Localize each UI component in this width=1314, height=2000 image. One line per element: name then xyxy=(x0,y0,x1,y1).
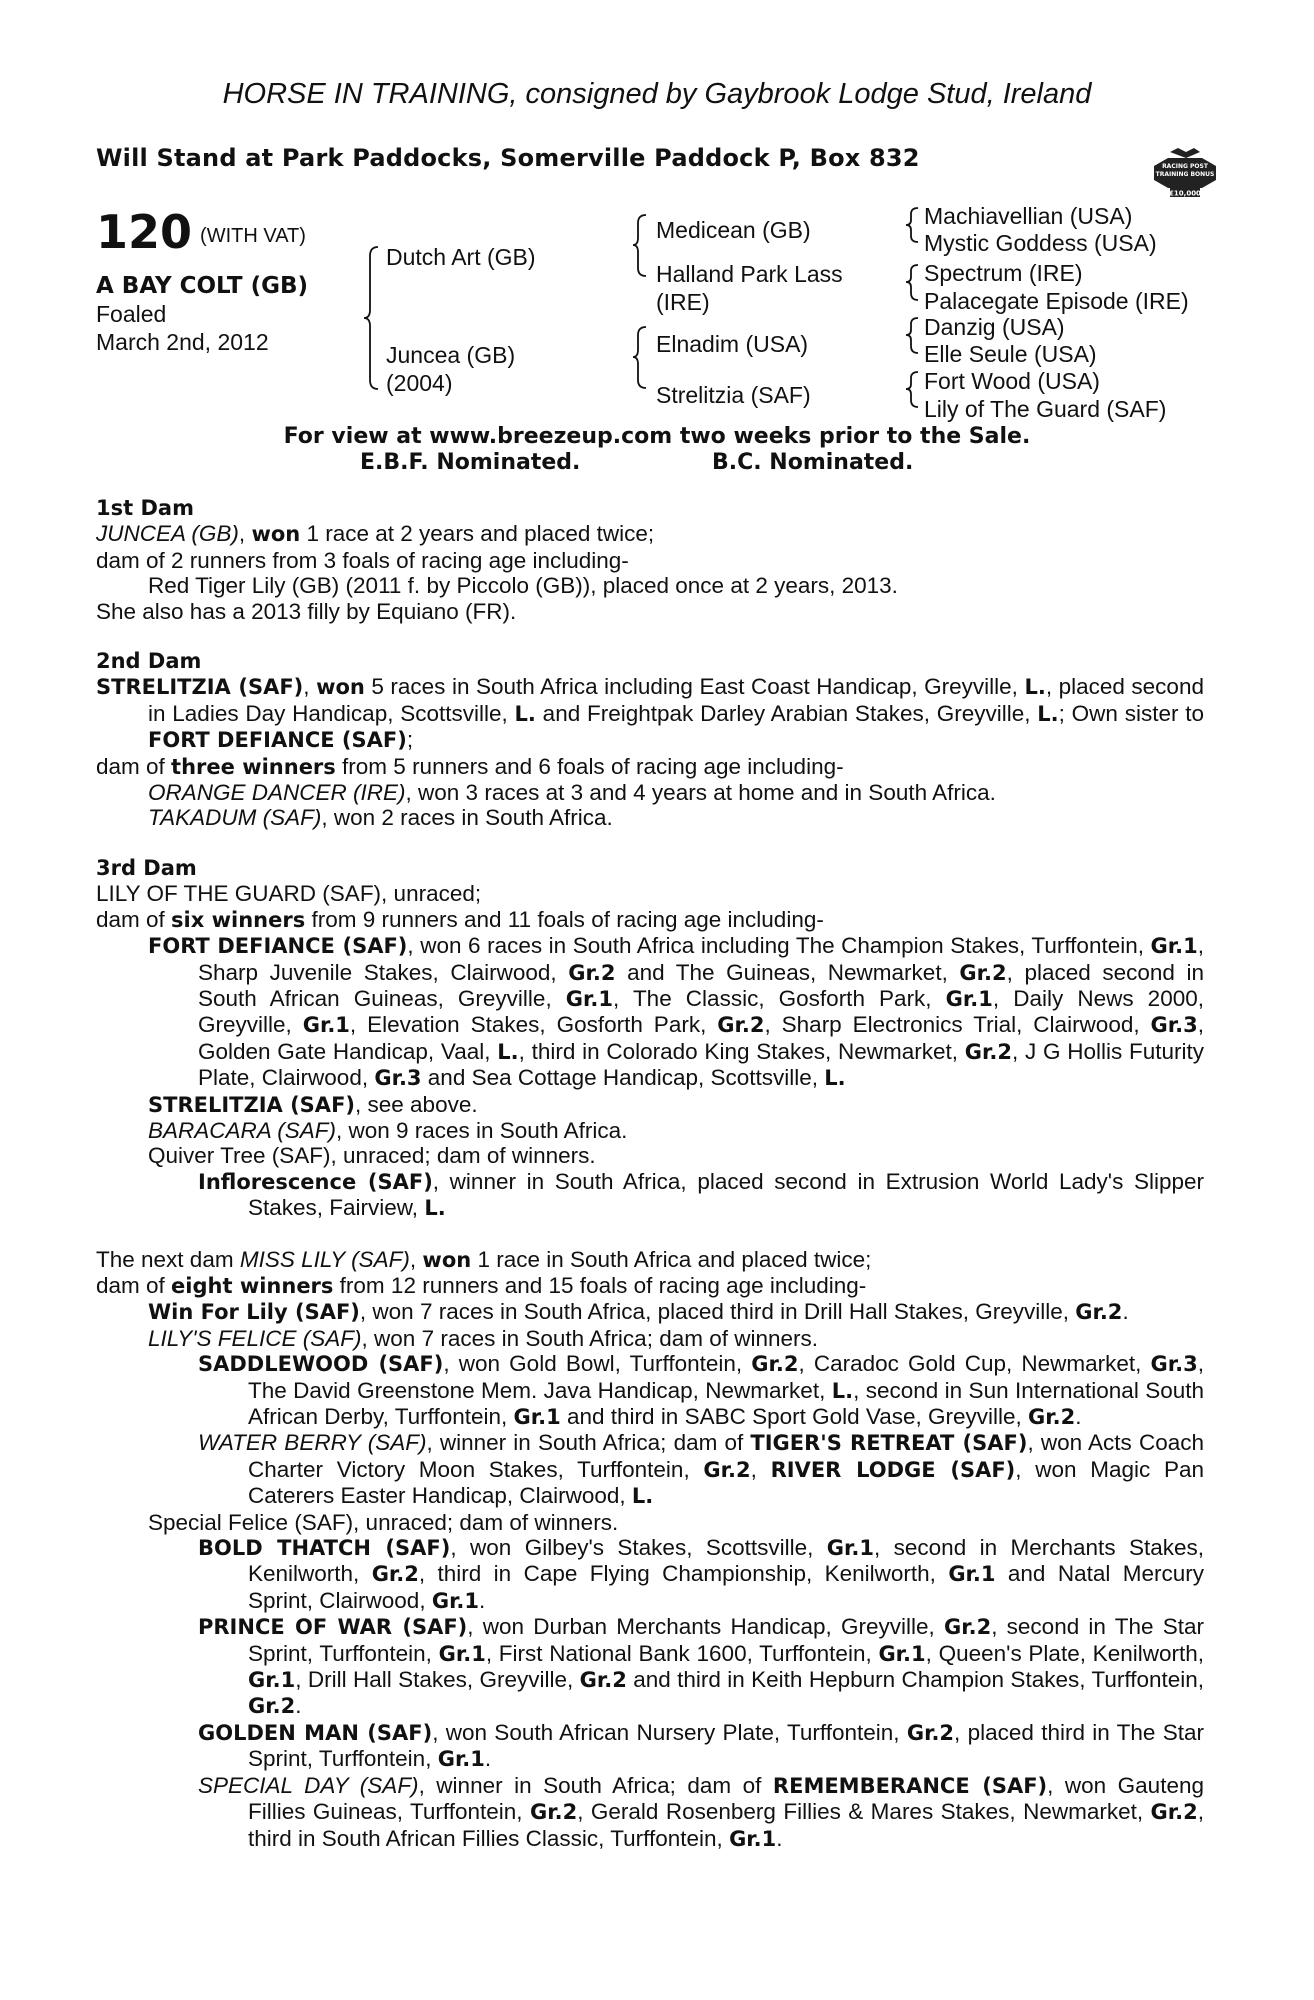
text: , winner in South Africa; dam of xyxy=(426,1430,751,1456)
text: , won Gilbey's Stakes, Scottsville, xyxy=(450,1535,827,1561)
sire-dam-line2: (IRE) xyxy=(656,289,710,315)
horse-name: FORT DEFIANCE (SAF) xyxy=(148,728,407,753)
text: , second in Sun International South African Derby, Turffontein, xyxy=(248,1377,1205,1429)
third-dam-line: LILY OF THE GUARD (SAF), unraced; xyxy=(96,881,482,907)
page-title: HORSE IN TRAINING, consigned by Gaybrook Lodge Stud, Ireland xyxy=(222,78,1092,110)
grade-label: Gr.2 xyxy=(1150,1800,1198,1825)
text: , won 9 races in South Africa. xyxy=(335,1117,628,1143)
foaled-date: March 2nd, 2012 xyxy=(96,329,269,355)
text: , xyxy=(238,521,252,547)
grade-label: Gr.1 xyxy=(437,1747,485,1772)
text: . xyxy=(1122,1299,1129,1325)
third-dam-heading: 3rd Dam xyxy=(96,855,197,880)
horse-name: REMEMBERANCE (SAF) xyxy=(772,1773,1048,1798)
text: , J G Hollis Futurity Plate, Clairwood, xyxy=(198,1038,1204,1091)
grade-label: Gr.2 xyxy=(1075,1300,1123,1325)
text: , won Gold Bowl, Turffontein, xyxy=(443,1351,752,1377)
text: dam of xyxy=(96,906,172,932)
text: , winner in South Africa, placed second in Extrusion World Lady's Slipper Stakes, Fairview, xyxy=(248,1168,1204,1221)
grade-label: Gr.2 xyxy=(530,1800,578,1825)
dam-line2: (2004) xyxy=(386,370,453,396)
grade-label: Gr.1 xyxy=(248,1668,296,1693)
brace-ds xyxy=(906,318,918,353)
text: ; Own sister to xyxy=(1058,700,1204,726)
text: , xyxy=(409,1246,423,1272)
won-label: won xyxy=(316,675,365,700)
text: , won 2 races in South Africa. xyxy=(321,805,613,831)
dam-line1: Juncea (GB) xyxy=(386,342,516,368)
text: dam of xyxy=(96,1272,172,1298)
view-note: For view at www.breezeup.com two weeks prior to the Sale. xyxy=(283,424,1031,449)
text: and third in SABC Sport Gold Vase, Greyville, xyxy=(560,1404,1029,1429)
sire-dam-line1: Halland Park Lass xyxy=(656,261,843,287)
grade-label: Gr.1 xyxy=(513,1405,561,1429)
sire-sire: Medicean (GB) xyxy=(656,217,811,243)
ddd: Lily of The Guard (SAF) xyxy=(924,396,1167,422)
text: , winner in South Africa; dam of xyxy=(418,1772,773,1798)
text: , The Classic, Gosforth Park, xyxy=(613,985,946,1011)
grade-label: Gr.3 xyxy=(1150,1352,1198,1377)
winners-count: eight winners xyxy=(171,1273,334,1298)
next-dam-produce xyxy=(96,1273,1204,1299)
text: . xyxy=(1075,1404,1082,1429)
text: . xyxy=(479,1587,486,1613)
text: , First National Bank 1600, Turffontein, xyxy=(485,1640,879,1666)
text: , second in Merchants Stakes, Kenilworth, xyxy=(248,1535,1205,1587)
ssd: Mystic Goddess (USA) xyxy=(924,230,1157,256)
grade-label: Gr.2 xyxy=(703,1457,751,1482)
text: , won 7 races in South Africa; dam of winners. xyxy=(361,1325,819,1351)
text: , see above. xyxy=(355,1091,478,1117)
text: 1 race in South Africa and placed twice; xyxy=(471,1246,872,1272)
dss: Danzig (USA) xyxy=(924,314,1065,340)
horse-name: TAKADUM (SAF) xyxy=(148,805,322,831)
horse-name: FORT DEFIANCE (SAF) xyxy=(148,934,408,959)
dam-name: JUNCEA (GB) xyxy=(96,521,239,547)
horse-name: PRINCE OF WAR (SAF) xyxy=(198,1615,468,1640)
produce-entry xyxy=(96,1535,1204,1614)
brace-gen1 xyxy=(364,247,378,389)
text: , won 7 races in South Africa, placed third in Drill Hall Stakes, Greyville, xyxy=(359,1299,1076,1325)
text: and third in Keith Hepburn Champion Stakes, Turffontein, xyxy=(626,1667,1205,1693)
text: from 5 runners and 6 foals of racing age including- xyxy=(335,753,844,779)
text: . xyxy=(484,1746,492,1772)
text: from 9 runners and 11 foals of racing age including- xyxy=(305,906,824,932)
first-dam-heading: 1st Dam xyxy=(96,496,194,520)
first-dam-produce: dam of 2 runners from 3 foals of racing age including- xyxy=(96,547,629,573)
text: 1 race at 2 years and placed twice; xyxy=(300,521,655,547)
grade-label: Gr.2 xyxy=(371,1562,419,1587)
text: , Sharp Juvenile Stakes, Clairwood, xyxy=(198,933,1204,985)
produce-entry: Special Felice (SAF), unraced; dam of winners. xyxy=(148,1509,619,1535)
horse-name: SPECIAL DAY (SAF) xyxy=(198,1772,419,1798)
text: The next dam xyxy=(96,1246,240,1272)
listed-label: L. xyxy=(824,1066,846,1091)
text: , third in Cape Flying Championship, Kenilworth, xyxy=(418,1561,949,1587)
text: and Freightpak Darley Arabian Stakes, Greyville, xyxy=(535,700,1038,726)
grade-label: Gr.2 xyxy=(579,1668,627,1693)
text: ; xyxy=(406,727,414,753)
produce-entry xyxy=(96,805,1204,830)
badge-line1: RACING POST xyxy=(1162,163,1208,170)
horse-name: A BAY COLT (GB) xyxy=(96,273,309,299)
text: , Sharp Electronics Trial, Clairwood, xyxy=(764,1012,1151,1038)
brace-ss xyxy=(906,208,918,242)
produce-entry xyxy=(96,1773,1204,1852)
listed-label: L. xyxy=(1024,675,1046,700)
first-dam-line xyxy=(96,521,1204,547)
grade-label: Gr.1 xyxy=(729,1826,777,1851)
first-dam-foal: Red Tiger Lily (GB) (2011 f. by Piccolo (GB)), placed once at 2 years, 2013. xyxy=(148,573,898,599)
text: , Elevation Stakes, Gosforth Park, xyxy=(349,1012,718,1038)
dds: Fort Wood (USA) xyxy=(924,368,1100,394)
sds: Spectrum (IRE) xyxy=(924,260,1083,286)
text: 5 races in South Africa including East Coast Handicap, Greyville, xyxy=(364,674,1025,700)
text: , won 6 races in South Africa including The Champion Stakes, Turffontein, xyxy=(407,933,1151,959)
dsd: Elle Seule (USA) xyxy=(924,341,1097,367)
grade-label: Gr.3 xyxy=(1150,1013,1198,1038)
text: , won Magic Pan Caterers Easter Handicap, Clairwood, xyxy=(248,1456,1204,1509)
horse-name: STRELITZIA (SAF) xyxy=(96,675,304,700)
text: , placed second in Ladies Day Handicap, Scottsville, xyxy=(148,674,1204,726)
text: , Gerald Rosenberg Fillies & Mares Stakes, Newmarket, xyxy=(577,1799,1151,1825)
dam-sire: Elnadim (USA) xyxy=(656,331,809,357)
produce-entry xyxy=(96,780,1204,805)
second-dam-produce xyxy=(96,754,1204,780)
stand-location: Will Stand at Park Paddocks, Somerville Paddock P, Box 832 xyxy=(96,144,920,172)
produce-entry xyxy=(96,1614,1204,1720)
text: , placed third in The Star Sprint, Turffontein, xyxy=(248,1719,1204,1772)
winners-count: six winners xyxy=(171,907,306,932)
grade-label: Gr.2 xyxy=(1028,1405,1076,1429)
first-dam-note: She also has a 2013 filly by Equiano (FR). xyxy=(96,598,517,624)
text: dam of xyxy=(96,753,172,779)
horse-name: BOLD THATCH (SAF) xyxy=(198,1536,451,1561)
grade-label: Gr.1 xyxy=(878,1641,926,1666)
brace-sd xyxy=(906,265,918,300)
third-dam-produce xyxy=(96,907,1204,933)
grade-label: Gr.2 xyxy=(717,1013,765,1038)
produce-entry xyxy=(96,1351,1204,1430)
grade-label: Gr.2 xyxy=(568,960,616,985)
listed-label: L. xyxy=(631,1484,654,1509)
produce-entry xyxy=(96,1720,1204,1773)
produce-entry xyxy=(96,1430,1204,1509)
text: , second in The Star Sprint, Turffontein, xyxy=(248,1614,1204,1666)
text: , third in South African Fillies Classic, Turffontein, xyxy=(248,1799,1204,1851)
text: , won Gauteng Fillies Guineas, Turffontein, xyxy=(248,1772,1204,1825)
grade-label: Gr.1 xyxy=(565,986,613,1011)
lot-number: 120 xyxy=(96,205,193,259)
brace-dd xyxy=(906,372,918,407)
horse-name: TIGER'S RETREAT (SAF) xyxy=(750,1431,1028,1456)
sire: Dutch Art (GB) xyxy=(386,244,536,270)
grade-label: Gr.2 xyxy=(248,1694,296,1719)
horse-name: GOLDEN MAN (SAF) xyxy=(198,1720,433,1745)
badge-amount: £10,000 xyxy=(1169,189,1201,198)
grade-label: Gr.1 xyxy=(438,1641,486,1666)
grade-label: Gr.1 xyxy=(431,1588,480,1613)
produce-entry: Quiver Tree (SAF), unraced; dam of winners. xyxy=(148,1143,596,1169)
listed-label: L. xyxy=(831,1378,854,1403)
text: and Natal Mercury Sprint, Clairwood, xyxy=(248,1561,1204,1613)
produce-entry xyxy=(96,1326,1204,1351)
text: , third in Colorado King Stakes, Newmarket, xyxy=(518,1038,965,1064)
produce-entry xyxy=(96,933,1204,1091)
produce-entry xyxy=(96,1169,1204,1222)
next-dam-line xyxy=(96,1247,1204,1273)
grade-label: Gr.1 xyxy=(826,1536,874,1561)
sdd: Palacegate Episode (IRE) xyxy=(924,288,1189,314)
listed-label: L. xyxy=(1037,701,1059,726)
won-label: won xyxy=(422,1247,472,1272)
grade-label: Gr.1 xyxy=(1150,934,1198,959)
horse-name: LILY'S FELICE (SAF) xyxy=(148,1325,362,1351)
grade-label: Gr.2 xyxy=(751,1352,799,1377)
text: and The Guineas, Newmarket, xyxy=(615,959,960,985)
horse-name: Win For Lily (SAF) xyxy=(148,1300,360,1325)
horse-name: STRELITZIA (SAF) xyxy=(148,1092,356,1117)
text: from 12 runners and 15 foals of racing age including- xyxy=(333,1272,867,1298)
bc-nominated: B.C. Nominated. xyxy=(712,450,914,475)
produce-entry xyxy=(96,1092,1204,1118)
text: , Daily News 2000, Greyville, xyxy=(198,985,1204,1038)
won-label: won xyxy=(251,522,301,547)
text: , won Durban Merchants Handicap, Greyville, xyxy=(467,1614,944,1640)
foaled-label: Foaled xyxy=(96,301,167,327)
horse-name: BARACARA (SAF) xyxy=(148,1117,336,1143)
text: , Caradoc Gold Cup, Newmarket, xyxy=(798,1351,1151,1377)
second-dam-entry xyxy=(96,674,1204,753)
brace-sire xyxy=(633,215,646,276)
horse-name: SADDLEWOOD (SAF) xyxy=(198,1352,444,1377)
grade-label: Gr.2 xyxy=(959,960,1007,985)
grade-label: Gr.2 xyxy=(906,1720,955,1745)
text: , xyxy=(303,674,317,700)
listed-label: L. xyxy=(497,1039,519,1064)
text: , won South African Nursery Plate, Turffontein, xyxy=(432,1719,907,1745)
text: , Drill Hall Stakes, Greyville, xyxy=(295,1667,580,1693)
pedigree-notes xyxy=(96,496,1204,1852)
horse-name: Inflorescence (SAF) xyxy=(198,1169,433,1194)
ebf-nominated: E.B.F. Nominated. xyxy=(360,450,581,475)
vat-label: (WITH VAT) xyxy=(200,225,306,247)
text: , The David Greenstone Mem. Java Handicap, Newmarket, xyxy=(248,1351,1205,1403)
grade-label: Gr.2 xyxy=(964,1039,1012,1064)
text: , placed second in South African Guineas, Greyville, xyxy=(198,959,1204,1011)
grade-label: Gr.1 xyxy=(302,1013,350,1038)
text: , Queen's Plate, Kenilworth, xyxy=(925,1640,1204,1666)
listed-label: L. xyxy=(514,701,536,726)
brace-dam xyxy=(633,327,646,388)
listed-label: L. xyxy=(424,1196,446,1221)
dam-dam: Strelitzia (SAF) xyxy=(656,382,811,408)
text: , won 3 races at 3 and 4 years at home and in South Africa. xyxy=(405,780,996,806)
grade-label: Gr.2 xyxy=(944,1615,992,1640)
badge-line2: TRAINING BONUS xyxy=(1155,171,1215,178)
horse-name: RIVER LODGE (SAF) xyxy=(770,1457,1016,1482)
produce-entry xyxy=(96,1299,1204,1325)
grade-label: Gr.1 xyxy=(948,1562,996,1587)
grade-label: Gr.3 xyxy=(374,1066,422,1091)
second-dam-heading: 2nd Dam xyxy=(96,649,202,674)
text: , won Acts Coach Charter Victory Moon Stakes, Turffontein, xyxy=(248,1430,1204,1482)
text: , Golden Gate Handicap, Vaal, xyxy=(198,1012,1205,1064)
dam-name: MISS LILY (SAF) xyxy=(239,1246,410,1272)
winners-count: three winners xyxy=(171,754,336,779)
text: , xyxy=(750,1456,771,1482)
horse-name: WATER BERRY (SAF) xyxy=(198,1430,427,1456)
text: . xyxy=(776,1825,783,1851)
horse-name: ORANGE DANCER (IRE) xyxy=(148,780,406,806)
sss: Machiavellian (USA) xyxy=(924,203,1133,229)
text: . xyxy=(295,1693,302,1719)
grade-label: Gr.1 xyxy=(945,986,993,1011)
text: and Sea Cottage Handicap, Scottsville, xyxy=(421,1065,825,1091)
produce-entry xyxy=(96,1118,1204,1143)
